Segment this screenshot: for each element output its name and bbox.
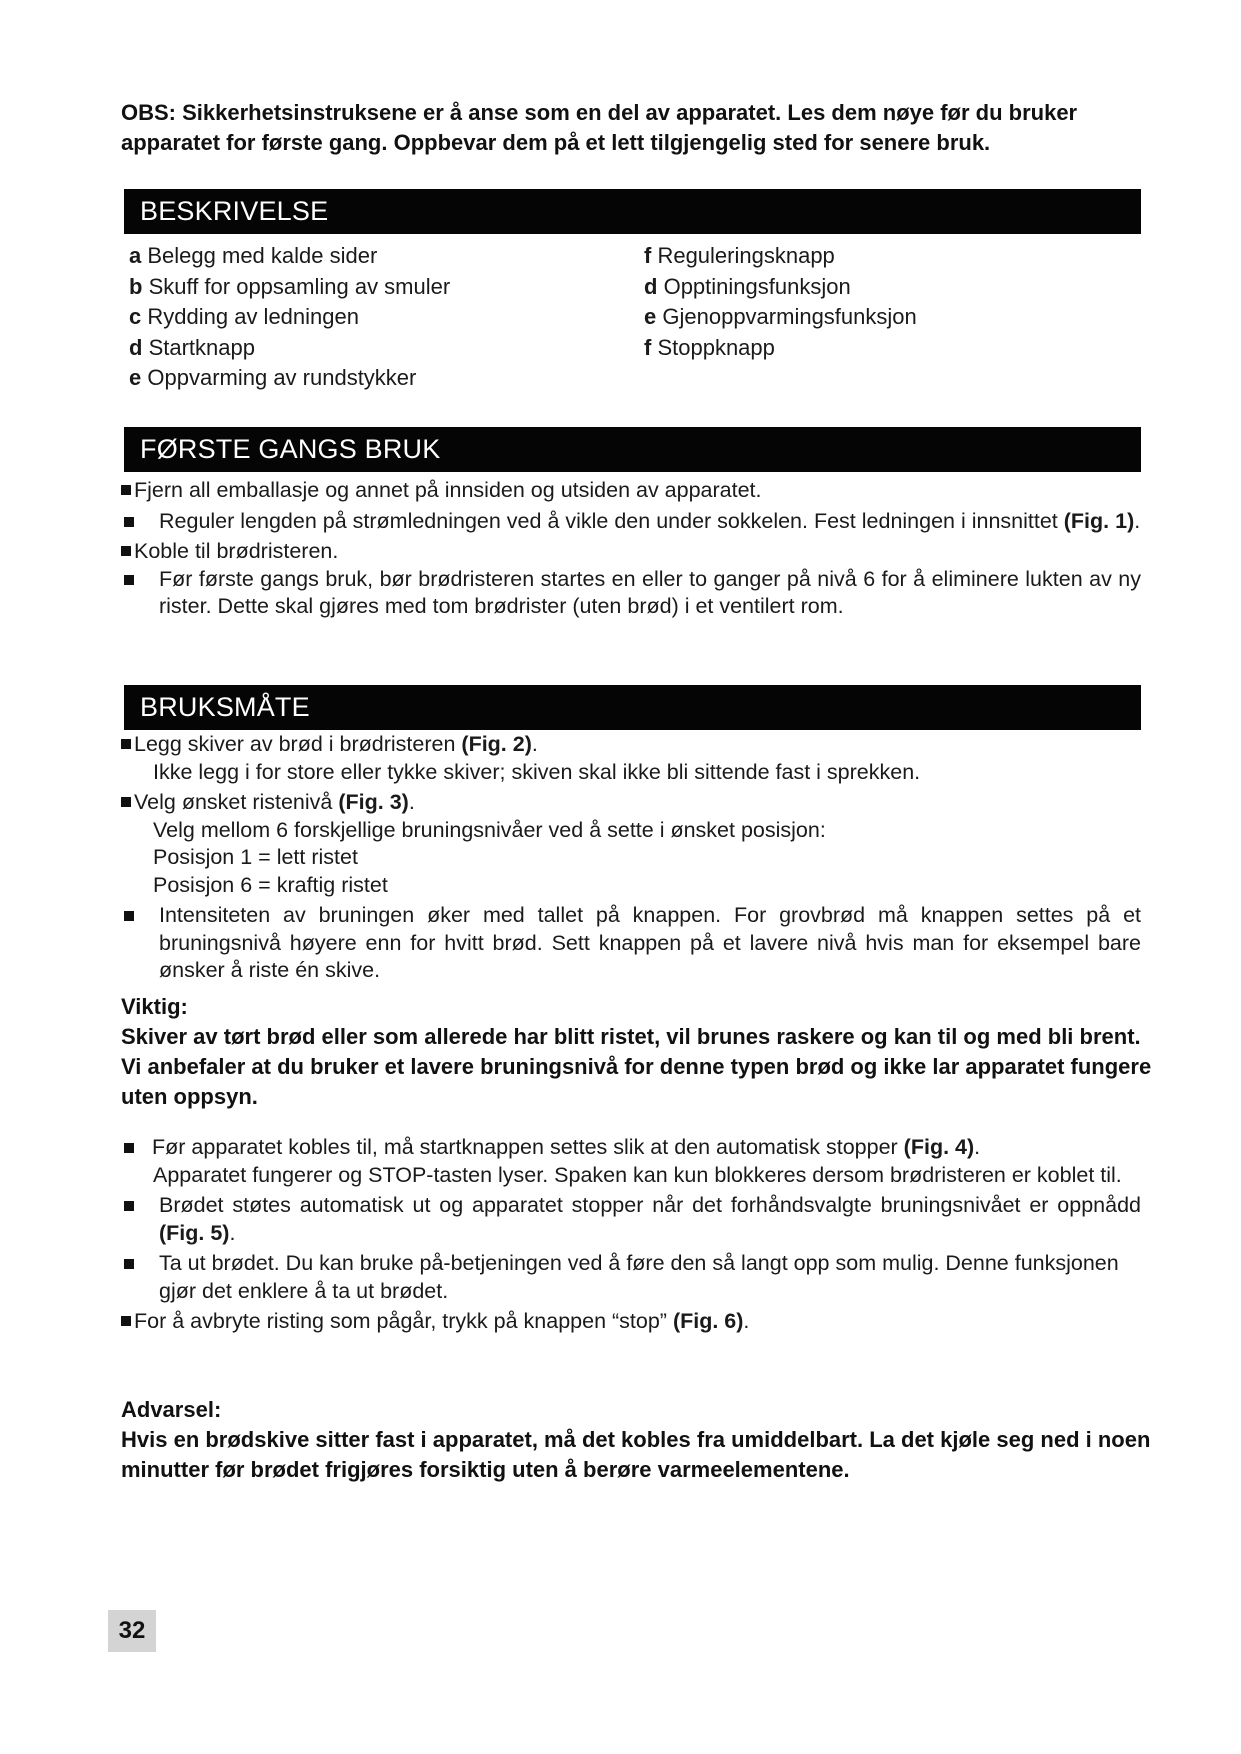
usage-list (121, 731, 1141, 985)
list-item: Legg skiver av brød i brødristeren (Fig. 2). (121, 731, 1141, 759)
important-label: Viktig: (121, 994, 188, 1019)
list-item: f Reguleringsknapp (644, 243, 835, 268)
list-item: Før apparatet kobles til, må startknappen settes slik at den automatisk stopper (Fig. 4). (121, 1134, 1141, 1162)
list-item-detail: Posisjon 6 = kraftig ristet (153, 872, 388, 897)
list-item: f Stoppknapp (644, 334, 775, 360)
list-item: Intensiteten av bruningen øker med tallet på knappen. For grovbrød må knappen settes på et bruningsnivå høyere enn for hvitt brød. Sett knappen på et lavere nivå hvis man for eksempel bare ønsker å riste én skive. (121, 902, 1141, 985)
list-item-detail: Velg mellom 6 forskjellige bruningsnivåer ved å sette i ønsket posisjon: (153, 817, 826, 842)
safety-notice: OBS: Sikkerhetsinstruksene er å anse som en del av apparatet. Les dem nøye før du bruker apparatet for første gang. Oppbevar dem på et lett tilgjengelig sted for senere bruk. (121, 100, 1078, 155)
list-item: c Rydding av ledningen (129, 304, 359, 329)
bullet-square-icon (124, 1201, 134, 1211)
bullet-square-icon (124, 1143, 134, 1153)
list-item: Ta ut brødet. Du kan bruke på-betjeningen ved å føre den så langt opp som mulig. Denne funksjonen gjør det enklere å ta ut brødet. (121, 1250, 1141, 1305)
warning-label: Advarsel: (121, 1397, 222, 1422)
bullet-square-icon (124, 575, 134, 585)
list-item-detail: Apparatet fungerer og STOP-tasten lyser. Spaken kan kun blokkeres dersom brødristeren er koblet til. (153, 1162, 1122, 1187)
bullet-square-icon (124, 1259, 134, 1269)
first-use-list (121, 477, 1141, 621)
description-column-right (644, 241, 917, 363)
section-header-bruksmate: BRUKSMÅTE (124, 685, 1141, 730)
list-item: Reguler lengden på strømledningen ved å vikle den under sokkelen. Fest ledningen i innsnittet (Fig. 1). (121, 508, 1141, 536)
bullet-square-icon (121, 797, 131, 807)
operation-list (121, 1134, 1141, 1336)
section-header-forste-gangs-bruk: FØRSTE GANGS BRUK (124, 427, 1141, 472)
important-note (121, 992, 1166, 1112)
warning-note (121, 1395, 1166, 1485)
list-item-detail: Ikke legg i for store eller tykke skiver; skiven skal ikke bli sittende fast i sprekken. (153, 759, 921, 784)
list-item: Koble til brødristeren. (121, 538, 1141, 566)
list-item: d Opptiningsfunksjon (644, 273, 851, 299)
warning-text: Hvis en brødskive sitter fast i apparatet, må det kobles fra umiddelbart. La det kjøle seg ned i noen minutter før brødet frigjøres forsiktig uten å berøre varmeelementene. (121, 1427, 1151, 1482)
list-item: Fjern all emballasje og annet på innsiden og utsiden av apparatet. (121, 477, 1141, 505)
important-text: Skiver av tørt brød eller som allerede har blitt ristet, vil brunes raskere og kan til og med bli brent. Vi anbefaler at du bruker et lavere bruningsnivå for denne typen brød og ikke lar apparatet fungere uten oppsyn. (121, 1024, 1152, 1109)
bullet-square-icon (121, 739, 131, 749)
bullet-square-icon (121, 1316, 131, 1326)
bullet-square-icon (121, 485, 131, 495)
list-item: b Skuff for oppsamling av smuler (129, 273, 451, 299)
section-header-beskrivelse: BESKRIVELSE (124, 189, 1141, 234)
list-item: d Startknapp (129, 334, 255, 360)
page-number: 32 (108, 1610, 156, 1652)
description-column-left (129, 241, 450, 394)
list-item: e Oppvarming av rundstykker (129, 365, 417, 390)
list-item: For å avbryte risting som pågår, trykk på knappen “stop” (Fig. 6). (121, 1308, 1141, 1336)
bullet-square-icon (121, 546, 131, 556)
bullet-square-icon (124, 911, 134, 921)
list-item: Brødet støtes automatisk ut og apparatet stopper når det forhåndsvalgte bruningsnivået er oppnådd (Fig. 5). (121, 1192, 1141, 1247)
list-item: Velg ønsket ristenivå (Fig. 3). (121, 789, 1141, 817)
bullet-square-icon (124, 517, 134, 527)
list-item: e Gjenoppvarmingsfunksjon (644, 304, 917, 329)
list-item: Før første gangs bruk, bør brødristeren startes en eller to ganger på nivå 6 for å eliminere lukten av ny rister. Dette skal gjøres med tom brødrister (uten brød) i et ventilert rom. (121, 566, 1141, 621)
list-item-detail: Posisjon 1 = lett ristet (153, 845, 358, 869)
list-item: a Belegg med kalde sider (129, 243, 378, 268)
